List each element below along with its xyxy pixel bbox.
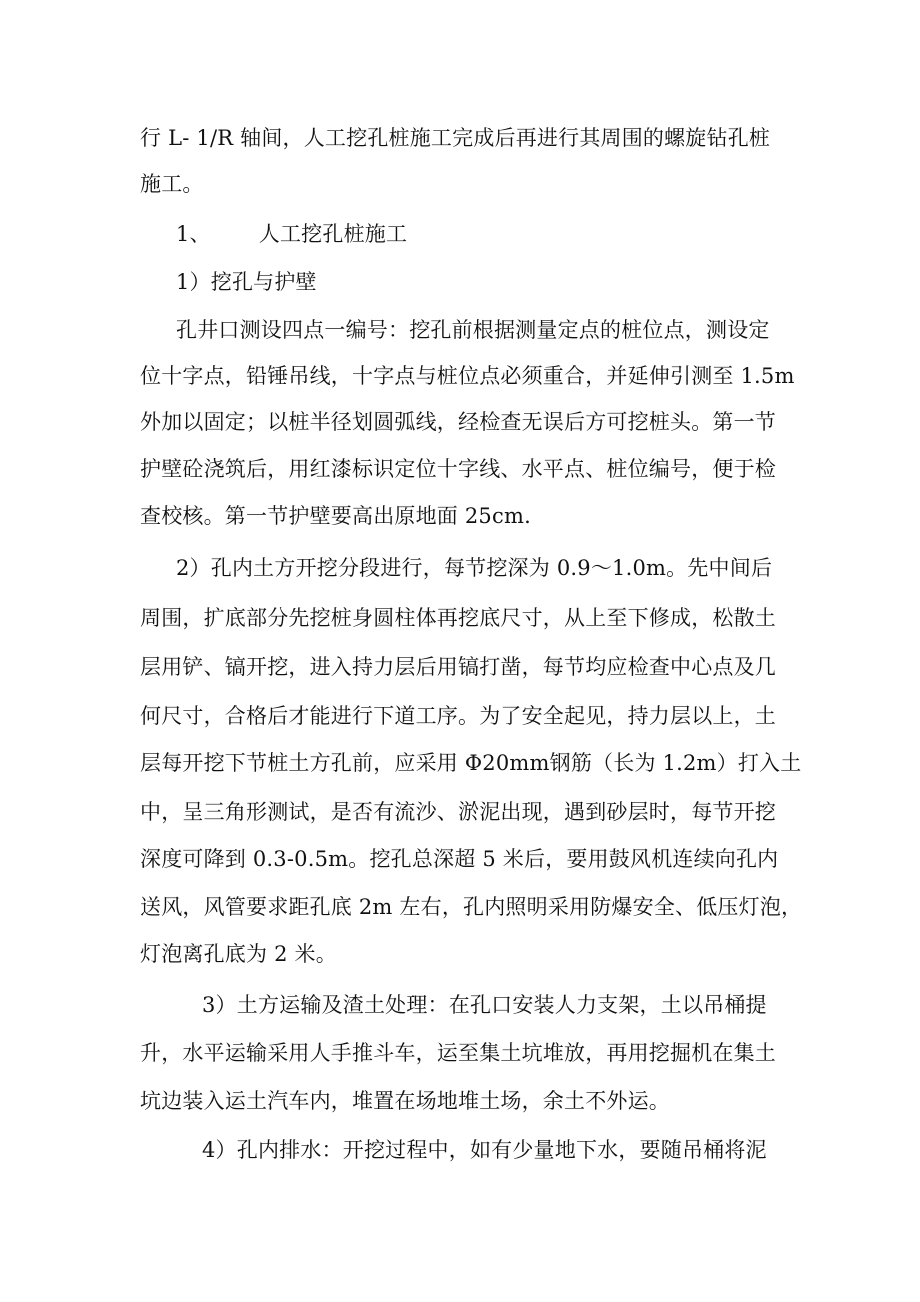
text-line: 护壁砼浇筑后，用红漆标识定位十字线、水平点、桩位编号，便于检 — [140, 457, 776, 481]
section-number: 1、 — [176, 222, 211, 246]
subsection-heading: 1）挖孔与护壁 — [176, 270, 317, 294]
text-line: 层用铲、镐开挖，进入持力层后用镐打凿，每节均应检查中心点及几 — [140, 655, 776, 679]
text-line: 位十字点，铅锤吊线，十字点与桩位点必须重合，并延伸引测至 1.5m — [140, 364, 795, 388]
section-heading — [176, 211, 821, 257]
text-line: 何尺寸，合格后才能进行下道工序。为了安全起见，持力层以上，土 — [140, 704, 776, 728]
text-line: 层每开挖下节桩土方孔前，应采用 Φ20mm钢筋（长为 1.2m）打入土 — [140, 751, 802, 775]
text-line: 坑边装入运土汽车内，堆置在场地堆土场，余土不外运。 — [140, 1089, 670, 1113]
text-line: 3）土方运输及渣土处理：在孔口安装人力支架，土以吊桶提 — [202, 993, 767, 1017]
text-line: 周围，扩底部分先挖桩身圆柱体再挖底尺寸，从上至下修成，松散土 — [140, 606, 776, 630]
text-line: 深度可降到 0.3-0.5m。挖孔总深超 5 米后，要用鼓风机连续向孔内 — [140, 847, 779, 871]
text-line: 外加以固定；以桩半径划圆弧线，经检查无误后方可挖桩头。第一节 — [140, 410, 776, 434]
text-line: 查校核。第一节护壁要高出原地面 25cm. — [140, 504, 531, 528]
text-line: 行 L- 1/R 轴间，人工挖孔桩施工完成后再进行其周围的螺旋钻孔桩 — [140, 126, 771, 150]
text-line: 2）孔内土方开挖分段进行，每节挖深为 0.9～1.0m。先中间后 — [176, 556, 773, 580]
text-line: 4）孔内排水：开挖过程中，如有少量地下水，要随吊桶将泥 — [202, 1138, 767, 1162]
text-line: 升，水平运输采用人手推斗车，运至集土坑堆放，再用挖掘机在集土 — [140, 1041, 776, 1065]
text-line: 送风，风管要求距孔底 2m 左右，孔内照明采用防爆安全、低压灯泡， — [140, 895, 803, 919]
text-line: 灯泡离孔底为 2 米。 — [140, 942, 337, 966]
text-line: 孔井口测设四点一编号：挖孔前根据测量定点的桩位点，测设定 — [176, 318, 770, 342]
text-line: 施工。 — [140, 172, 204, 196]
section-title: 人工挖孔桩施工 — [258, 222, 408, 246]
text-line: 中，呈三角形测试，是否有流沙、淤泥出现，遇到砂层时，每节开挖 — [140, 800, 776, 824]
